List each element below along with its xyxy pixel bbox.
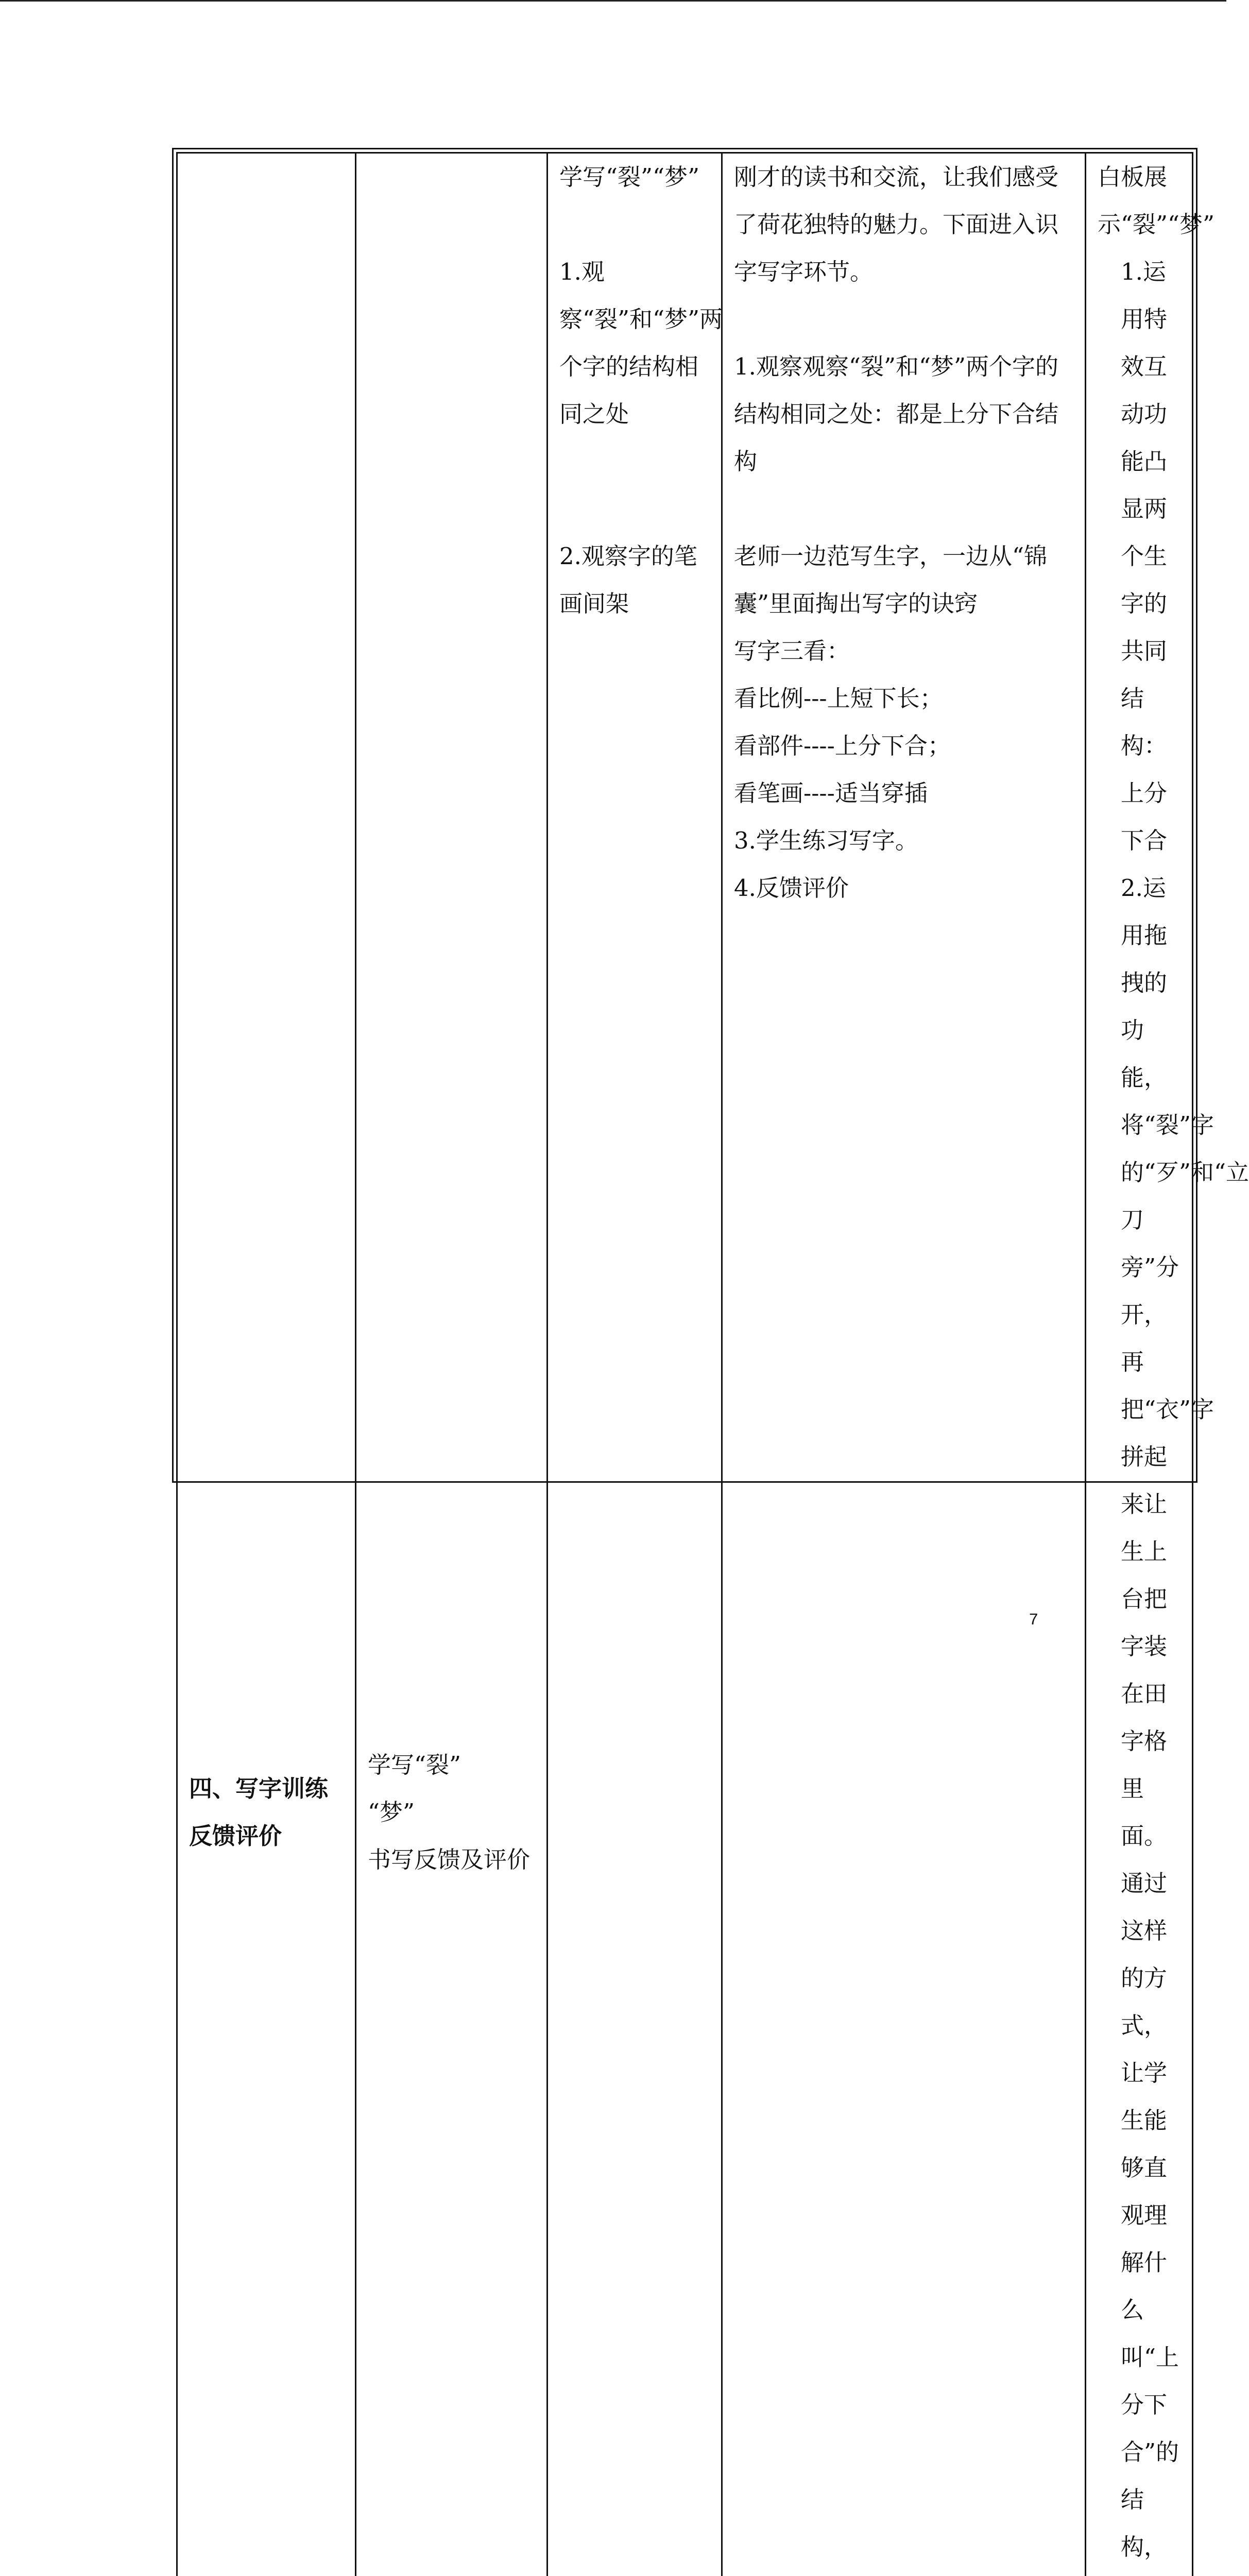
design-point-1: 1.运用特效互动功能凸显两个生字的共同结构：上分下合 (1098, 248, 1185, 865)
process-tips-title: 写字三看： (734, 628, 1077, 675)
design-point-2: 2.运用拖拽的功能，将“裂”字的“歹”和“立刀旁”分开，再把“衣”字拼起来让生上台把字装在田字格里面。通过这样的方式，让学生能够直观理解什么叫“上分下合”的结构， (1098, 865, 1185, 2576)
content-observe-strokes: 2.观察字的笔画间架 (559, 533, 715, 628)
spacer (559, 201, 715, 248)
process-tip-strokes: 看笔画----适当穿插 (734, 770, 1077, 817)
process-tip-ratio: 看比例---上短下长； (734, 675, 1077, 722)
page-number: 7 (1029, 1610, 1038, 1629)
spacer (734, 485, 1077, 533)
design-intent-cell (1086, 153, 1193, 2576)
design-head: 白板展示“裂”“梦” (1098, 154, 1185, 248)
spacer (734, 296, 1077, 343)
activity-cell (356, 153, 547, 2576)
process-step-3: 3.学生练习写字。 (734, 817, 1077, 865)
process-step-1: 1.观察观察“裂”和“梦”两个字的结构相同之处：都是上分下合结构 (734, 343, 1077, 485)
content-cell (547, 153, 722, 2576)
activity-line-3: 书写反馈及评价 (368, 1836, 539, 1884)
process-demo: 老师一边范写生字，一边从“锦囊”里面掏出写字的诀窍 (734, 533, 1077, 628)
stage-title: 四、写字训练 反馈评价 (189, 1765, 346, 1860)
lesson-plan-table (176, 152, 1193, 2576)
table-row (177, 153, 1193, 2576)
spacer (559, 438, 715, 485)
content-observe-structure: 1.观察“裂”和“梦”两个字的结构相同之处 (559, 248, 715, 438)
top-border-rule (0, 0, 1226, 2)
stage-cell (177, 153, 356, 2576)
content-learn-write: 学写“裂”“梦” (559, 154, 715, 201)
activity-line-1: 学写“裂” (368, 1741, 539, 1789)
process-tip-parts: 看部件----上分下合； (734, 722, 1077, 770)
spacer (559, 485, 715, 533)
activity-line-2: “梦” (368, 1789, 539, 1836)
process-step-4: 4.反馈评价 (734, 865, 1077, 912)
process-intro: 刚才的读书和交流，让我们感受了荷花独特的魅力。下面进入识字写字环节。 (734, 154, 1077, 296)
process-cell (722, 153, 1086, 2576)
lesson-plan-table-frame (172, 148, 1197, 1483)
